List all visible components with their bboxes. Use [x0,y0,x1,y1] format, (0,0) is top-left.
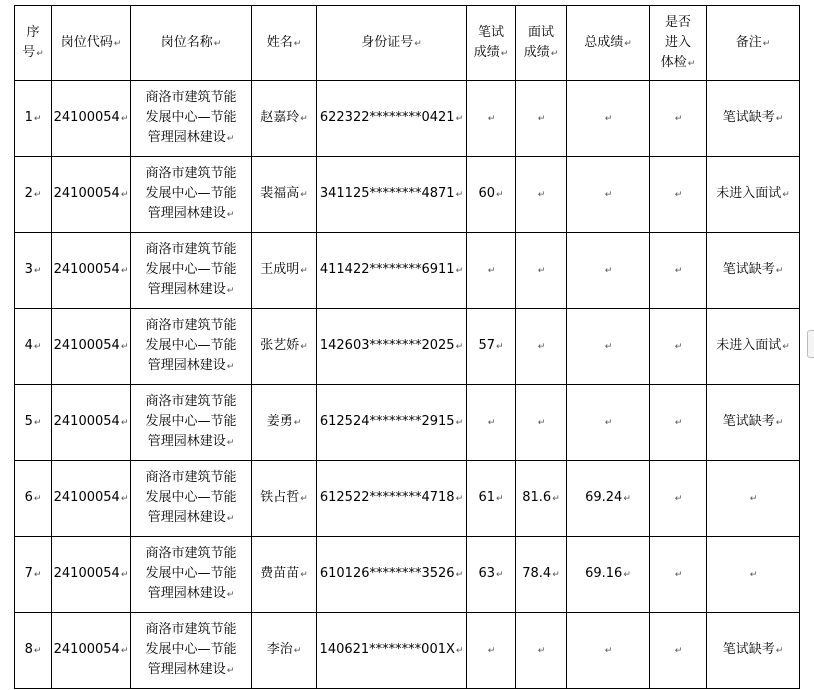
cell-written[interactable] [467,233,516,309]
cell-seq[interactable] [15,613,52,689]
paragraph-mark-icon: ↵ [455,646,464,656]
cell-physical-exam[interactable] [650,461,707,537]
post-name-line: 发展中心—节能 [145,186,237,201]
cell-total[interactable] [567,385,650,461]
paragraph-mark-icon: ↵ [120,114,129,124]
cell-value: 610126********3526 [319,566,455,581]
paragraph-mark-icon: ↵ [674,266,683,276]
table-row [15,233,800,309]
post-name-line: 发展中心—节能 [145,490,237,505]
cell-post-code[interactable] [52,309,131,385]
cell-id-number[interactable] [317,157,467,233]
header-label-line: 是否 [664,14,691,30]
cell-remark[interactable] [707,157,800,233]
cell-post-code[interactable] [52,613,131,689]
header-total [567,6,650,81]
cell-written[interactable] [467,461,516,537]
cell-value: 4 [24,338,33,353]
paragraph-mark-icon: ↵ [455,190,464,200]
paragraph-mark-icon: ↵ [455,266,464,276]
table-row [15,613,800,689]
post-name-line: 管理园林建设↵ [147,206,235,221]
cell-id-number[interactable] [317,537,467,613]
cell-value: 8 [24,642,33,657]
cell-name[interactable] [252,385,317,461]
table-row [15,461,800,537]
post-name-line: 管理园林建设↵ [147,358,235,373]
post-name-line: 管理园林建设↵ [147,662,235,677]
paragraph-mark-icon: ↵ [300,266,308,276]
paragraph-mark-icon: ↵ [623,494,631,504]
paragraph-mark-icon: ↵ [300,114,308,124]
cell-value: 姜勇 [266,414,293,429]
paragraph-mark-icon: ↵ [213,38,222,49]
cell-value: 612524********2915 [319,414,455,429]
paragraph-mark-icon: ↵ [33,418,42,428]
paragraph-mark-icon: ↵ [496,494,504,504]
paragraph-mark-icon: ↵ [226,362,235,372]
cell-value: 61 [478,490,495,505]
cell-post-name[interactable] [131,461,252,537]
paragraph-mark-icon: ↵ [550,48,559,59]
header-name [252,6,317,81]
cell-name[interactable] [252,233,317,309]
paragraph-mark-icon: ↵ [293,38,302,49]
cell-value: 笔试缺考 [722,262,775,277]
cell-id-number[interactable] [317,385,467,461]
cell-value: 笔试缺考 [722,642,775,657]
header-label-line: 总成绩↵ [584,34,632,50]
paragraph-mark-icon: ↵ [33,266,42,276]
cell-physical-exam[interactable] [650,613,707,689]
cell-value: 142603********2025 [319,338,455,353]
cell-value: 5 [24,414,33,429]
post-name-line: 发展中心—节能 [145,262,237,277]
cell-written[interactable] [467,613,516,689]
paragraph-mark-icon: ↵ [537,190,546,200]
cell-value: 王成明 [260,262,300,277]
cell-written[interactable] [467,309,516,385]
cell-value: 7 [24,566,33,581]
paragraph-mark-icon: ↵ [33,114,42,124]
header-label-line: 笔试 [477,24,504,40]
cell-value: 24100054 [53,110,120,125]
paragraph-mark-icon: ↵ [33,494,42,504]
paragraph-mark-icon: ↵ [537,418,546,428]
cell-physical-exam[interactable] [650,309,707,385]
cell-written[interactable] [467,537,516,613]
post-name-line: 商洛市建筑节能 [145,318,237,333]
paragraph-mark-icon: ↵ [674,646,683,656]
table-row [15,157,800,233]
cell-seq[interactable] [15,81,52,157]
paragraph-mark-icon: ↵ [120,570,129,580]
post-name-line: 商洛市建筑节能 [145,90,237,105]
cell-value: 411422********6911 [319,262,455,277]
cell-interview[interactable] [516,233,567,309]
cell-post-name[interactable] [131,385,252,461]
cell-total[interactable] [567,537,650,613]
paragraph-mark-icon: ↵ [487,646,496,656]
cell-value: 李治 [266,642,293,657]
paragraph-mark-icon: ↵ [604,114,613,124]
paragraph-mark-icon: ↵ [226,286,235,296]
paragraph-mark-icon: ↵ [300,190,308,200]
cell-physical-exam[interactable] [650,537,707,613]
header-seq [15,6,52,81]
paragraph-mark-icon: ↵ [604,342,613,352]
cell-value: 赵嘉玲 [260,110,300,125]
header-post-name [131,6,252,81]
paragraph-mark-icon: ↵ [775,646,784,656]
cell-interview[interactable] [516,309,567,385]
paragraph-mark-icon: ↵ [604,418,613,428]
paragraph-mark-icon: ↵ [775,418,784,428]
cell-seq[interactable] [15,233,52,309]
paragraph-mark-icon: ↵ [487,114,496,124]
cell-value: 1 [24,110,33,125]
paragraph-mark-icon: ↵ [749,570,758,580]
paragraph-mark-icon: ↵ [604,190,613,200]
paragraph-mark-icon: ↵ [674,494,683,504]
table-header-row [15,6,800,81]
cell-post-code[interactable] [52,385,131,461]
cell-interview[interactable] [516,81,567,157]
paragraph-mark-icon: ↵ [537,646,546,656]
paragraph-mark-icon: ↵ [33,570,42,580]
paragraph-mark-icon: ↵ [537,342,546,352]
cell-name[interactable] [252,461,317,537]
paragraph-mark-icon: ↵ [120,266,129,276]
header-label-line: 备注↵ [735,34,771,50]
cell-value: 24100054 [53,186,120,201]
header-physical-exam [650,6,707,81]
cell-value: 笔试缺考 [722,414,775,429]
paragraph-mark-icon: ↵ [455,342,464,352]
cell-value: 24100054 [53,414,120,429]
cell-seq[interactable] [15,537,52,613]
paragraph-mark-icon: ↵ [775,114,784,124]
paragraph-mark-icon: ↵ [226,134,235,144]
post-name-line: 商洛市建筑节能 [145,622,237,637]
paragraph-mark-icon: ↵ [300,494,308,504]
paragraph-mark-icon: ↵ [749,494,758,504]
post-name-line: 商洛市建筑节能 [145,546,237,561]
cell-id-number[interactable] [317,613,467,689]
results-table [14,5,800,689]
header-written [467,6,516,81]
cell-seq[interactable] [15,385,52,461]
cell-remark[interactable] [707,461,800,537]
paragraph-mark-icon: ↵ [120,418,129,428]
cell-value: 63 [478,566,495,581]
post-name-line: 发展中心—节能 [145,642,237,657]
paragraph-mark-icon: ↵ [624,38,632,49]
cell-value: 78.4 [522,566,552,581]
paragraph-mark-icon: ↵ [36,48,44,59]
paragraph-mark-icon: ↵ [120,494,129,504]
paragraph-mark-icon: ↵ [537,114,546,124]
post-name-line: 发展中心—节能 [145,110,237,125]
cell-value: 341125********4871 [319,186,455,201]
post-name-line: 发展中心—节能 [145,414,237,429]
cell-post-code[interactable] [52,233,131,309]
post-name-line: 发展中心—节能 [145,338,237,353]
cell-remark[interactable] [707,233,800,309]
header-label-line: 号↵ [22,44,44,60]
paragraph-mark-icon: ↵ [226,438,235,448]
paragraph-mark-icon: ↵ [455,494,464,504]
cell-id-number[interactable] [317,81,467,157]
cell-value: 57 [478,338,495,353]
cell-value: 裴福高 [260,186,300,201]
paragraph-mark-icon: ↵ [496,342,504,352]
cell-total[interactable] [567,613,650,689]
cell-post-name[interactable] [131,81,252,157]
cell-name[interactable] [252,537,317,613]
cell-post-code[interactable] [52,157,131,233]
cell-interview[interactable] [516,461,567,537]
cell-value: 24100054 [53,490,120,505]
paragraph-mark-icon: ↵ [300,570,308,580]
paragraph-mark-icon: ↵ [33,646,42,656]
paragraph-mark-icon: ↵ [120,342,129,352]
header-interview [516,6,567,81]
paragraph-mark-icon: ↵ [120,190,129,200]
cell-post-name[interactable] [131,537,252,613]
cell-value: 24100054 [53,566,120,581]
table-row [15,309,800,385]
scroll-edge-tab[interactable] [807,330,814,358]
paragraph-mark-icon: ↵ [537,266,546,276]
cell-post-code[interactable] [52,81,131,157]
paragraph-mark-icon: ↵ [552,570,560,580]
table-body [15,81,800,689]
header-label-line: 身份证号↵ [361,34,422,50]
paragraph-mark-icon: ↵ [500,48,509,59]
paragraph-mark-icon: ↵ [674,342,683,352]
post-name-line: 发展中心—节能 [145,566,237,581]
paragraph-mark-icon: ↵ [293,646,302,656]
post-name-line: 管理园林建设↵ [147,586,235,601]
cell-value: 24100054 [53,642,120,657]
cell-seq[interactable] [15,461,52,537]
header-label-line: 岗位代码↵ [60,34,122,50]
cell-id-number[interactable] [317,309,467,385]
header-label-line: 体检↵ [660,54,696,70]
post-name-line: 管理园林建设↵ [147,510,235,525]
cell-remark[interactable] [707,385,800,461]
post-name-line: 管理园林建设↵ [147,130,235,145]
cell-post-name[interactable] [131,309,252,385]
cell-name[interactable] [252,157,317,233]
post-name-line: 商洛市建筑节能 [145,394,237,409]
cell-written[interactable] [467,385,516,461]
cell-physical-exam[interactable] [650,81,707,157]
cell-total[interactable] [567,309,650,385]
paragraph-mark-icon: ↵ [226,210,235,220]
table-row [15,385,800,461]
cell-value: 未进入面试 [716,186,782,201]
cell-id-number[interactable] [317,461,467,537]
cell-value: 69.24 [585,490,623,505]
cell-total[interactable] [567,461,650,537]
cell-seq[interactable] [15,309,52,385]
cell-value: 24100054 [53,338,120,353]
cell-id-number[interactable] [317,233,467,309]
paragraph-mark-icon: ↵ [687,58,696,69]
header-label-line: 成绩↵ [523,44,559,60]
cell-post-name[interactable] [131,613,252,689]
header-label-line: 面试 [527,24,554,40]
paragraph-mark-icon: ↵ [604,266,613,276]
cell-value: 140621********001X [319,642,455,657]
cell-value: 612522********4718 [319,490,455,505]
table-row [15,81,800,157]
paragraph-mark-icon: ↵ [496,190,504,200]
paragraph-mark-icon: ↵ [674,570,683,580]
cell-total[interactable] [567,81,650,157]
cell-value: 69.16 [585,566,623,581]
cell-interview[interactable] [516,537,567,613]
header-label-line: 进入 [664,34,691,50]
paragraph-mark-icon: ↵ [300,342,308,352]
paragraph-mark-icon: ↵ [487,266,496,276]
header-label-line: 成绩↵ [473,44,509,60]
cell-post-name[interactable] [131,233,252,309]
paragraph-mark-icon: ↵ [487,418,496,428]
paragraph-mark-icon: ↵ [455,570,464,580]
paragraph-mark-icon: ↵ [623,570,631,580]
paragraph-mark-icon: ↵ [455,114,464,124]
cell-physical-exam[interactable] [650,385,707,461]
cell-written[interactable] [467,157,516,233]
paragraph-mark-icon: ↵ [33,342,42,352]
cell-interview[interactable] [516,157,567,233]
paragraph-mark-icon: ↵ [775,266,784,276]
post-name-line: 管理园林建设↵ [147,434,235,449]
cell-interview[interactable] [516,385,567,461]
cell-value: 622322********0421 [319,110,455,125]
cell-value: 3 [24,262,33,277]
cell-interview[interactable] [516,613,567,689]
cell-written[interactable] [467,81,516,157]
cell-post-name[interactable] [131,157,252,233]
cell-value: 铁占哲 [260,490,300,505]
cell-value: 笔试缺考 [722,110,775,125]
post-name-line: 管理园林建设↵ [147,282,235,297]
paragraph-mark-icon: ↵ [226,666,235,676]
cell-value: 未进入面试 [716,338,782,353]
cell-name[interactable] [252,81,317,157]
paragraph-mark-icon: ↵ [496,570,504,580]
cell-value: 81.6 [522,490,552,505]
cell-value: 6 [24,490,33,505]
header-post-code [52,6,131,81]
cell-value: 费苗苗 [260,566,300,581]
paragraph-mark-icon: ↵ [674,418,683,428]
paragraph-mark-icon: ↵ [455,418,464,428]
paragraph-mark-icon: ↵ [226,514,235,524]
header-remark [707,6,800,81]
post-name-line: 商洛市建筑节能 [145,470,237,485]
paragraph-mark-icon: ↵ [762,38,771,49]
paragraph-mark-icon: ↵ [674,190,683,200]
cell-value: 24100054 [53,262,120,277]
paragraph-mark-icon: ↵ [604,646,613,656]
paragraph-mark-icon: ↵ [113,38,122,49]
header-label-line: 岗位名称↵ [160,34,222,50]
paragraph-mark-icon: ↵ [120,646,129,656]
cell-remark[interactable] [707,309,800,385]
post-name-line: 商洛市建筑节能 [145,242,237,257]
header-label-line: 序 [26,24,40,40]
cell-name[interactable] [252,613,317,689]
cell-post-code[interactable] [52,537,131,613]
paragraph-mark-icon: ↵ [226,590,235,600]
paragraph-mark-icon: ↵ [414,38,422,49]
cell-value: 60 [478,186,495,201]
cell-remark[interactable] [707,613,800,689]
paragraph-mark-icon: ↵ [674,114,683,124]
cell-seq[interactable] [15,157,52,233]
cell-remark[interactable] [707,537,800,613]
table-row [15,537,800,613]
cell-value: 2 [24,186,33,201]
cell-physical-exam[interactable] [650,157,707,233]
cell-physical-exam[interactable] [650,233,707,309]
paragraph-mark-icon: ↵ [782,342,790,352]
post-name-line: 商洛市建筑节能 [145,166,237,181]
paragraph-mark-icon: ↵ [293,418,302,428]
header-id-number [317,6,467,81]
cell-post-code[interactable] [52,461,131,537]
header-label-line: 姓名↵ [266,34,302,50]
cell-total[interactable] [567,157,650,233]
paragraph-mark-icon: ↵ [33,190,42,200]
cell-name[interactable] [252,309,317,385]
paragraph-mark-icon: ↵ [552,494,560,504]
cell-remark[interactable] [707,81,800,157]
cell-total[interactable] [567,233,650,309]
paragraph-mark-icon: ↵ [782,190,790,200]
cell-value: 张艺娇 [260,338,300,353]
